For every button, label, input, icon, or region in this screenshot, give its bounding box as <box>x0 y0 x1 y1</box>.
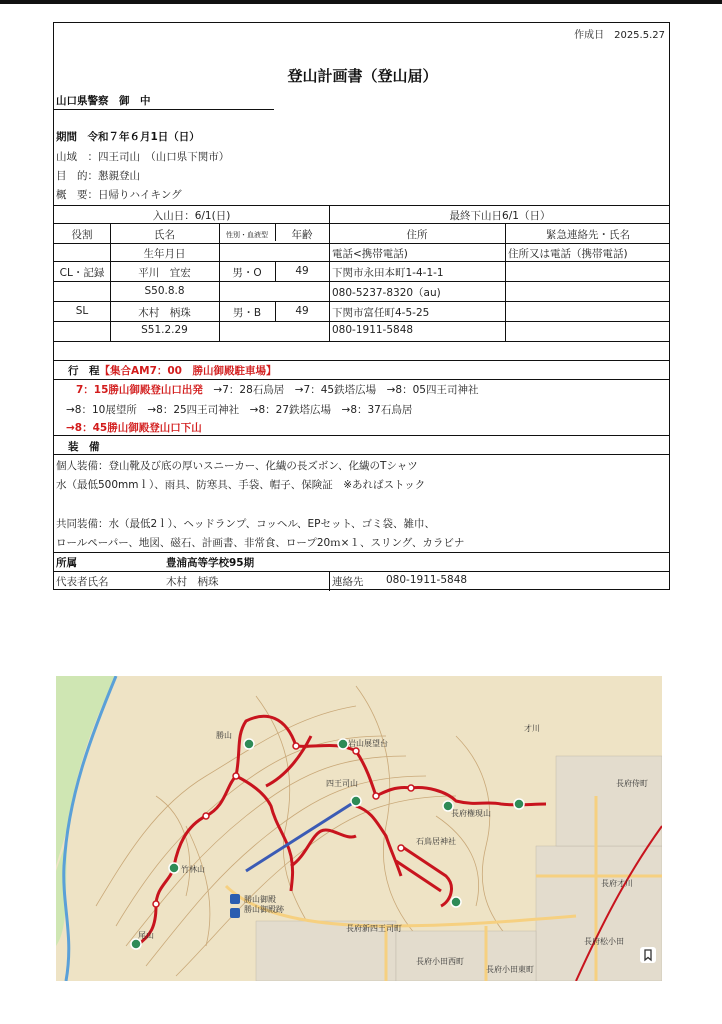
summit-icon <box>131 939 141 949</box>
itinerary-line-1 <box>76 382 478 397</box>
addressee-underline <box>54 109 274 110</box>
itinerary-line-2: →8：10展望所 →8：25四王司神社 →8：27鉄塔広場 →8：37石鳥居 <box>66 404 413 416</box>
itinerary-heading: 行 程 <box>68 365 100 377</box>
label-river: 才川 <box>524 724 540 733</box>
representative-name: 木村 柄珠 <box>166 576 219 588</box>
row1-address: 下関市永田本町1-4-1-1 <box>332 267 444 279</box>
departure-time: 7：15勝山御殿登山口出発 <box>76 384 203 396</box>
itinerary-section <box>68 363 277 378</box>
area: 山域 ：四王司山 （山口県下関市） <box>56 151 230 163</box>
row1-role: CL・記録 <box>59 267 105 279</box>
parking-icon <box>230 894 240 904</box>
header-sex-blood: 性別・血液型 <box>226 231 268 239</box>
itinerary-line-3: →8：45勝山御殿登山口下山 <box>66 422 202 434</box>
header-emergency-sub: 住所又は電話（携帯電話) <box>508 248 628 260</box>
summit-icon <box>451 897 461 907</box>
contact-label: 連絡先 <box>332 576 364 588</box>
group-equipment-2: ロールペーパー、地図、磁石、計画書、非常食、ロープ20ｍ×１、スリング、カラビナ <box>56 537 465 549</box>
header-name: 氏名 <box>154 229 175 241</box>
period: 期間 令和７年６月1日（日） <box>56 131 200 143</box>
label-town4: 長府才川 <box>601 879 633 888</box>
affiliation-label: 所属 <box>56 557 77 569</box>
header-age: 年齢 <box>291 229 313 241</box>
summit-icon <box>514 799 524 809</box>
personal-equipment-2: 水（最低500mmｌ）、雨具、防寒具、手袋、帽子、保険証 ※あればストック <box>56 479 426 491</box>
row2-phone: 080-1911-5848 <box>332 324 414 336</box>
top-bar <box>0 0 722 4</box>
label-onoyama: 尾山 <box>138 931 154 940</box>
row2-role: SL <box>75 305 89 317</box>
label-town2: 長府小田西町 <box>416 957 464 966</box>
summit-icon <box>351 796 361 806</box>
purpose: 目 的：懇親登山 <box>56 170 140 182</box>
personal-equipment-1: 個人装備：登山靴及び底の厚いスニーカー、化繊の長ズボン、化繊のTシャツ <box>56 460 418 472</box>
label-town3: 長府小田東町 <box>486 965 534 974</box>
bookmark-button[interactable] <box>640 947 656 963</box>
entry-day: 入山日：6/1(日) <box>152 210 231 222</box>
meeting-point: 【集合AM7：00 勝山御殿駐車場】 <box>99 365 277 377</box>
affiliation: 豊浦高等学校95期 <box>166 557 255 569</box>
climbing-plan-document <box>53 22 670 590</box>
itinerary-line-1-rest: →7：28石鳥居 →7：45鉄塔広場 →8：05四王司神社 <box>213 384 479 396</box>
bookmark-icon <box>640 947 656 963</box>
row2-birthdate: S51.2.29 <box>141 324 188 336</box>
representative-label: 代表者氏名 <box>56 576 109 588</box>
row1-age: 49 <box>295 265 309 277</box>
row1-sex: 男・O <box>232 267 262 279</box>
creation-date: 作成日 2025.5.27 <box>574 30 665 41</box>
group-equipment-1: 共同装備：水（最低2ｌ）、ヘッドランプ、コッヘル、EPセット、ゴミ袋、雑巾、 <box>56 518 436 530</box>
row1-birthdate: S50.8.8 <box>144 285 185 297</box>
header-birthdate: 生年月日 <box>143 248 186 260</box>
label-town5: 長府松小田 <box>584 937 624 946</box>
header-phone: 電話<携帯電話) <box>332 248 408 260</box>
header-role: 役割 <box>71 229 93 241</box>
document-title: 登山計画書（登山届） <box>287 67 438 85</box>
equipment-heading: 装 備 <box>68 441 100 453</box>
row2-age: 49 <box>295 305 309 317</box>
contact-phone: 080-1911-5848 <box>386 574 468 586</box>
route-map-svg <box>56 676 662 981</box>
label-observatory: 岩山展望台 <box>348 739 388 748</box>
label-tamamushi: 竹林山 <box>181 865 205 874</box>
row2-sex: 男・B <box>232 307 262 319</box>
summary: 概 要：日帰りハイキング <box>56 189 182 201</box>
row2-name: 木村 柄珠 <box>138 307 191 319</box>
row1-phone: 080-5237-8320（au) <box>332 287 441 299</box>
parking-icon <box>230 908 240 918</box>
label-town1: 長府新四王司町 <box>346 924 402 933</box>
label-ryoshin: 長府権現山 <box>451 809 491 818</box>
label-katsuyama: 勝山 <box>216 731 232 740</box>
addressee: 山口県警察 御 中 <box>56 95 151 107</box>
header-emergency: 緊急連絡先・氏名 <box>546 229 630 241</box>
label-town6: 長府侍町 <box>616 779 648 788</box>
route-map[interactable] <box>56 676 662 981</box>
label-parking: 勝山御殿 <box>244 895 276 904</box>
summit-icon <box>338 739 348 749</box>
label-shrine: 石鳥居神社 <box>416 837 456 846</box>
header-address: 住所 <box>406 229 428 241</box>
exit-day: 最終下山日6/1（日） <box>449 210 551 222</box>
row2-address: 下関市富任町4-5-25 <box>332 307 430 319</box>
summit-icon <box>169 863 179 873</box>
row1-name: 平川 宜宏 <box>138 267 191 279</box>
label-parking2: 勝山御殿跡 <box>244 905 284 914</box>
label-shioji: 四王司山 <box>326 779 358 788</box>
summit-icon <box>244 739 254 749</box>
